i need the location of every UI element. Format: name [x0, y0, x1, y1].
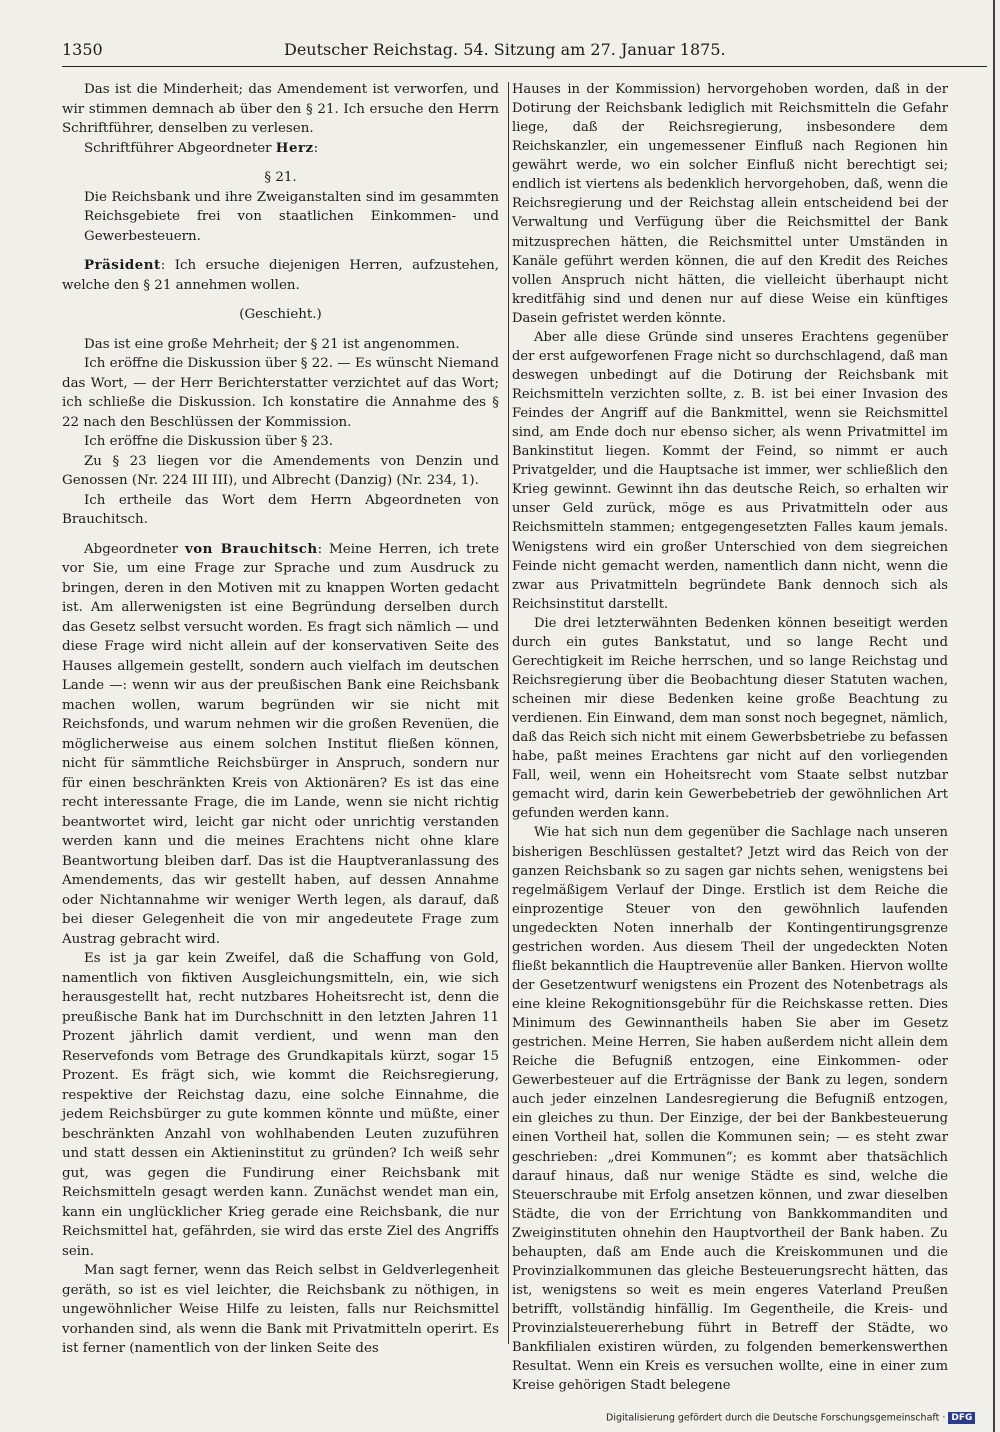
paragraph: Ich eröffne die Diskussion über § 23.	[84, 434, 334, 449]
dfg-logo: DFG	[948, 1412, 975, 1424]
paragraph	[62, 256, 499, 295]
page-number: 1350	[62, 40, 103, 59]
paragraph: Man sagt ferner, wenn das Reich selbst in Geldverlegenheit geräth, so ist es viel leichter, die Reichsbank zu nöthigen, in ungewöhnlicher Weise Hilfe zu leisten, falls nur Reichsmittel vorhanden sind, als wenn die Bank mit Privatmitteln operirt. Es ist ferner (namentlich von der linken Seite des	[62, 1263, 499, 1356]
credit-text: Digitalisierung gefördert durch die Deutsche Forschungsgemeinschaft ·	[606, 1412, 946, 1424]
paragraph	[62, 139, 499, 159]
spacer	[62, 530, 499, 540]
right-column	[512, 80, 948, 1395]
stage-direction: (Geschieht.)	[239, 307, 322, 322]
column-divider	[508, 82, 509, 1344]
speech-text: : Meine Herren, ich trete vor Sie, um eine Frage zur Sprache und zum Ausdruck zu bringen, deren in den Motiven mit zu knappen Worten gedacht ist. Am allerwenigsten ist eine Begründung derselben durch das Gesetz selbst versucht worden. Es fragt sich nämlich — und diese Frage wird nicht allein auf der konservativen Seite des Hauses allgemein gestellt, sondern auch vielfach im deutschen Lande —: wenn wir aus der preußischen Bank eine Reichsbank machen wollen, warum begründen wir sie nicht mit Reichsfonds, und warum nehmen wir die großen Revenüen, die möglicherweise aus einem solchen Institut fließen können, nicht für sämmtliche Reichsbürger in Anspruch, sondern nur für einen beschränkten Kreis von Aktionären? Es ist das eine recht interessante Frage, die im Lande, wenn sie nicht richtig beantwortet wird, leicht gar nicht oder unrichtig verstanden werden kann und die meines Erachtens nicht ohne klare Beantwortung bleiben darf. Das ist die Hauptveranlassung des Amendements, das wir gestellt haben, auf dessen Annahme oder Nichtannahme wir weniger Werth legen, als darauf, daß bei dieser Gelegenheit die von mir angedeutete Frage zum Austrag gebracht wird.	[62, 541, 499, 947]
section-heading: § 21.	[264, 170, 297, 185]
paragraph: Die drei letzterwähnten Bedenken können beseitigt werden durch ein gutes Bankstatut, und so lange Recht und Gerechtigkeit im Reiche herrschen, und so lange Reichstag und Reichsregierung über die Beobachtung dieser Statuten wachen, scheinen mir diese Bedenken keine große Beachtung zu verdienen. Ein Einwand, dem man sonst noch begegnet, nämlich, daß das Reich sich nicht mit einem Gewerbsbetriebe zu befassen habe, paßt meines Erachtens gar nicht auf den vorliegenden Fall, weil, wenn ein Hoheitsrecht vom Staate selbst nutzbar gemacht wird, darin kein Gewerbebetrieb der gewöhnlichen Art gefunden werden kann.	[512, 615, 948, 822]
paragraph: Das ist eine große Mehrheit; der § 21 ist angenommen.	[84, 336, 460, 352]
digitization-credit	[606, 1412, 994, 1428]
paragraph: Ich eröffne die Diskussion über § 22. — Es wünscht Niemand das Wort, — der Herr Berichterstatter verzichtet auf das Wort; ich schließe die Diskussion. Ich konstatire die Annahme des § 22 nach den Beschlüssen der Kommission.	[62, 356, 499, 430]
section-text: Die Reichsbank und ihre Zweiganstalten sind im gesammten Reichsgebiete frei von staatlichen Einkommen- und Gewerbesteuern.	[84, 189, 499, 244]
spacer	[62, 158, 499, 168]
running-title: Deutscher Reichstag. 54. Sitzung am 27. Januar 1875.	[284, 40, 726, 59]
spacer	[62, 246, 499, 256]
speaker-role: Schriftführer Abgeordneter	[84, 140, 276, 156]
paragraph: Aber alle diese Gründe sind unseres Erachtens gegenüber der erst aufgeworfenen Frage nicht so durchschlagend, daß man deswegen unbedingt auf die Dotirung der Reichsbank mit Reichsmitteln verzichten sollte, z. B. ist bei einer Invasion des Feindes der Angriff auf die Bankmittel, wenn sie Reichsmittel sind, am Ende doch nur ebenso sicher, als wenn Privatmittel im Bankinstitut liegen. Kommt der Feind, so nimmt er auch Privatgelder, und die Hauptsache ist immer, wer schließlich den Krieg gewinnt. Gewinnt ihn das deutsche Reich, so erhalten wir unser Geld zurück, möge es aus Privatmitteln oder aus Reichsmitteln stammen; entgegengesetzten Falles kaum jemals. Wenigstens wird ein großer Unterschied von dem siegreichen Feinde nicht gemacht werden, namentlich dann nicht, wenn die zwar aus Privatmitteln begründete Bank dennoch sich als Reichsinstitut darstellt.	[512, 329, 948, 612]
paragraph: Wie hat sich nun dem gegenüber die Sachlage nach unseren bisherigen Beschlüssen gestaltet? Jetzt wird das Reich von der ganzen Reichsbank so zu sagen gar nichts sehen, wenigstens bei regelmäßigem Verlauf der Dinge. Erstlich ist dem Reiche die einprozentige Steuer von den gewöhnlich laufenden ungedeckten Noten innerhalb der Kontingentirungsgrenze gestrichen worden. Aus diesem Theil der ungedeckten Noten fließt bekanntlich die Hauptrevenüe aller Banken. Hiervon wollte der Gesetzentwurf wenigstens ein Prozent des Notenbetrags als eine kleine Rekognitionsgebühr für die Reichskasse retten. Dies Minimum des Gewinnantheils haben Sie aber im Gesetz gestrichen. Meine Herren, Sie haben außerdem nicht allein dem Reiche die Befugniß entzogen, eine Einkommen- oder Gewerbesteuer auf die Erträgnisse der Bank zu legen, sondern auch jeder einzelnen Landesregierung die Befugniß entzogen, ein gleiches zu thun. Der Einzige, der bei der Bankbesteuerung einen Vortheil hat, sollen die Kommunen sein; — es steht zwar geschrieben: „drei Kommunen“; es kommt aber thatsächlich darauf hinaus, daß nur wenige Städte es sind, welche die Steuerschraube mit Erfolg ansetzen können, und zwar dieselben Städte, die von der Errichtung von Bankkommanditen und Zweiginstituten ohnehin den Hauptvortheil der Bank haben. Zu behaupten, daß am Ende auch die Kreiskommunen und die Provinzialkommunen das gleiche Besteuerungsrecht hätten, das ist, wenigstens so weit es mein engeres Vaterland Preußen betrifft, vollständig hinfällig. Im Gegentheile, die Kreis- und Provinzialsteuererhebung führt in Betreff der Städte, wo Bankfilialen existiren würden, zu folgenden bemerkenswerthen Resultat. Wenn ein Kreis es versuchen wollte, eine in einer zum Kreise gehörigen Stadt belegene	[512, 825, 948, 1394]
speaker-name: Präsident	[84, 257, 161, 273]
paragraph: Es ist ja gar kein Zweifel, daß die Schaffung von Gold, namentlich von fiktiven Ausgleichungsmitteln, ein, wie sich herausgestellt hat, recht nutzbares Hoheitsrecht ist, denn die preußische Bank hat im Durchschnitt in den letzten Jahren 11 Prozent jährlich damit verdient, und wenn man den Reservefonds vom Betrage des Grundkapitals kürzt, sogar 15 Prozent. Es frägt sich, wie kommt die Reichsregierung, respektive der Reichstag dazu, eine solche Einnahme, die jedem Reichsbürger zu gute kommen könnte und müßte, einer beschränkten Anzahl von wohlhabenden Leuten zuzuführen und statt dessen ein Aktieninstitut zu gründen? Ich weiß sehr gut, was gegen die Fundirung einer Reichsbank mit Reichsmitteln gesagt werden kann. Zunächst wendet man ein, kann ein unglücklicher Krieg gerade eine Reichsbank, die nur Reichsmittel hat, gefährden, sie wird das erste Ziel des Angriffs sein.	[62, 951, 499, 1259]
left-column	[62, 80, 499, 1359]
header-rule	[62, 66, 987, 67]
page-header	[62, 40, 987, 64]
speaker-name: von Brauchitsch	[184, 540, 318, 557]
speaker-name: Herz	[275, 139, 314, 156]
speaker-suffix: :	[313, 140, 319, 156]
spacer	[62, 295, 499, 305]
page-edge-rule	[993, 0, 995, 1432]
paragraph: Zu § 23 liegen vor die Amendements von Denzin und Genossen (Nr. 224 III III), und Albrecht (Danzig) (Nr. 234, 1).	[62, 453, 499, 488]
speaker-role: Abgeordneter	[84, 541, 185, 557]
speech-text: : Ich ersuche diejenigen Herren, aufzustehen, welche den § 21 annehmen wollen.	[62, 258, 499, 293]
paragraph: Ich ertheile das Wort dem Herrn Abgeordneten von Brauchitsch.	[62, 492, 499, 527]
paragraph: Das ist die Minderheit; das Amendement ist verworfen, und wir stimmen demnach ab über den § 21. Ich ersuche den Herrn Schriftführer, denselben zu verlesen.	[62, 82, 499, 136]
spacer	[62, 325, 499, 335]
paragraph: Hauses in der Kommission) hervorgehoben worden, daß in der Dotirung der Reichsbank lediglich mit Reichsmitteln die Gefahr liege, daß der Reichsregierung, insbesondere dem Reichskanzler, ein ungemessener Einfluß nach Regionen hin gewährt werde, wo ein solcher Einfluß nicht berechtigt sei; endlich ist viertens als bedenklich hervorgehoben, daß, wenn die Reichsregierung und der Reichstag allein entscheidend bei der Verwaltung und Verfügung über die Reichsmittel der Bank mitzusprechen hätten, die Reichsmittel unter Umständen in Kanäle geführt werden können, die auf den Kredit des Reiches vollen Anspruch nicht hätten, die vielleicht überhaupt nicht kreditfähig sind und denen nur auf diese Weise ein künftiges Dasein gefristet werden könnte.	[512, 82, 948, 326]
paragraph	[62, 540, 499, 950]
